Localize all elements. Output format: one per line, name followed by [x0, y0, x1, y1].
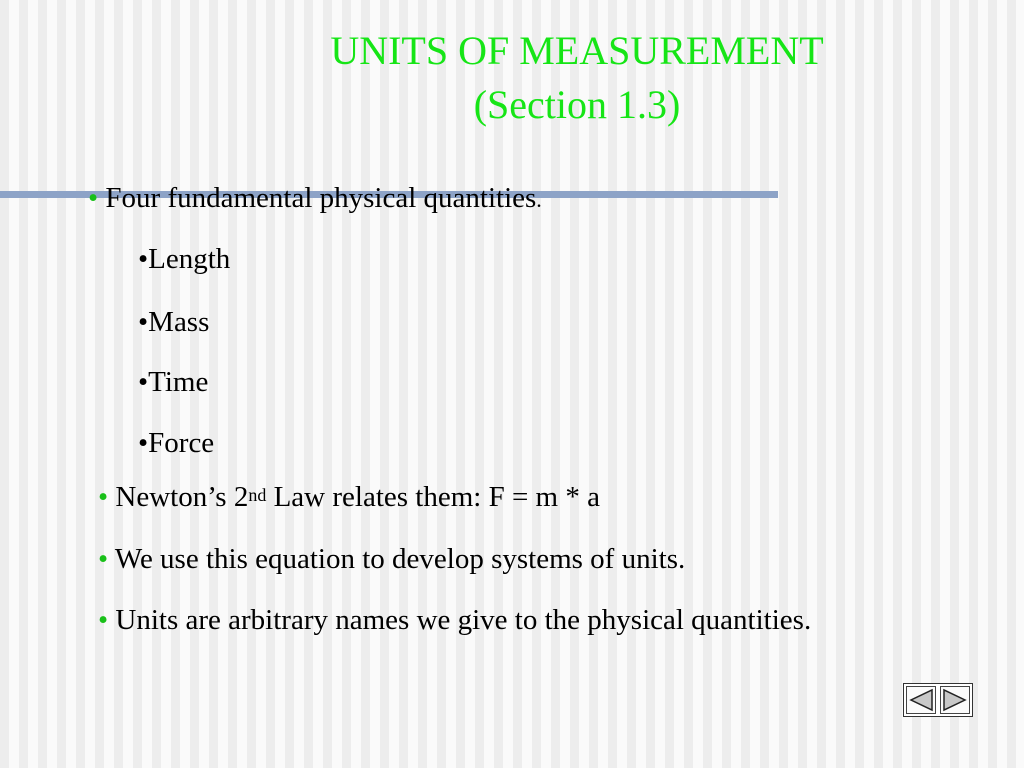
bullet-marker: •: [98, 604, 109, 636]
triangle-left-icon: [908, 688, 934, 712]
units-bullet: [98, 603, 811, 637]
slide-navigation: [903, 683, 973, 717]
slide-title: UNITS OF MEASUREMENT: [330, 28, 824, 73]
quantity-item: •Mass: [138, 306, 210, 338]
units-text: Units are arbitrary names we give to the physical quantities.: [115, 604, 812, 636]
intro-bullet: [88, 181, 542, 217]
quantity-item: •Time: [138, 366, 209, 398]
newton-bullet: [98, 480, 600, 514]
previous-slide-button[interactable]: [906, 686, 936, 714]
next-slide-button[interactable]: [940, 686, 970, 714]
intro-text: Four fundamental physical quantities: [105, 182, 537, 214]
bullet-marker: •: [98, 481, 109, 513]
quantity-item: •Length: [138, 243, 231, 275]
bullet-marker: •: [88, 182, 99, 214]
newton-text: Newton’s 2nd Law relates them: F = m * a: [115, 481, 600, 513]
systems-bullet: [98, 542, 685, 576]
slide-subtitle: (Section 1.3): [473, 82, 681, 127]
quantity-item: •Force: [138, 427, 215, 459]
bullet-marker: •: [98, 543, 109, 575]
intro-period: .: [536, 187, 542, 212]
systems-text: We use this equation to develop systems of units.: [114, 543, 686, 575]
triangle-right-icon: [942, 688, 968, 712]
